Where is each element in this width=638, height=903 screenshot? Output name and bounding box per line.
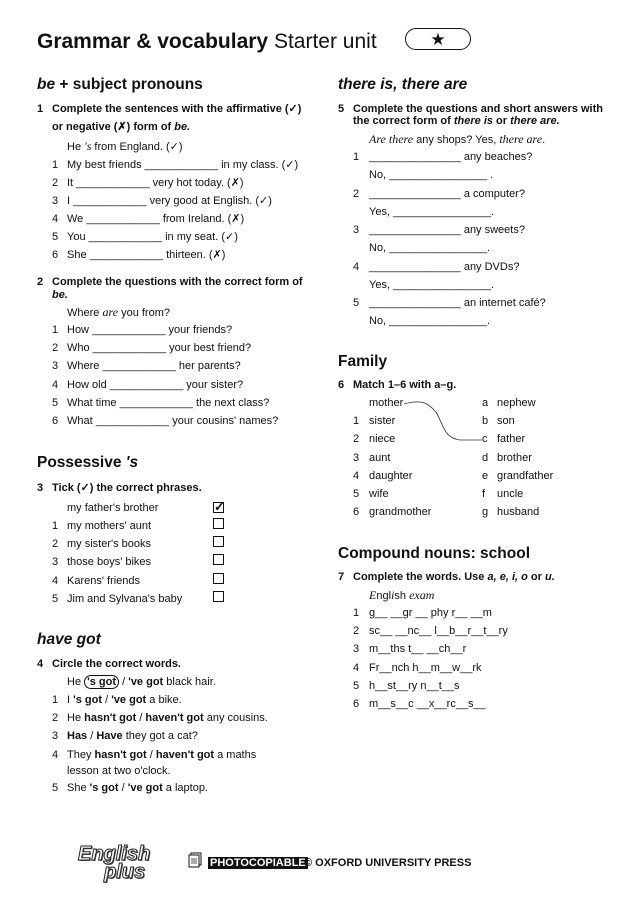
example-sentence [67,306,170,320]
example-words [369,589,434,603]
heading-possessive-text: Possessive [37,454,126,471]
answer-line: Yes, ________________. [369,278,494,291]
phrase-item: those boys' bikes [67,556,152,569]
heading-possessive-s: 's [125,454,139,471]
item-text: He [67,712,85,724]
title-bold: Grammar & vocabulary [37,30,269,53]
tick-box[interactable] [213,518,224,529]
page-title [37,30,377,54]
item-number: 3 [52,730,59,742]
instr-vowels: a, e, i, o [487,571,528,583]
exercise-item: My best friends ____________ in my class. (✓) [67,159,299,171]
exercise-number: 2 [37,276,44,288]
exercise-instruction-line2: be. [52,289,68,301]
exercise-instruction [353,571,555,584]
example-sentence [369,133,545,147]
question-line: _______________ any sweets? [369,224,525,236]
exercise-number: 5 [338,103,345,115]
family-word: mother [369,397,404,409]
option-b[interactable]: 've got [111,694,147,706]
family-match-word: father [497,433,526,446]
exercise-number: 6 [338,379,345,391]
section-heading-possessive [37,454,138,472]
publisher-credit: © OXFORD UNIVERSITY PRESS [304,857,472,869]
phrase-item: my mothers' aunt [67,520,152,532]
phrase-item: Jim and Sylvana's baby [67,592,183,605]
tick-box[interactable] [213,573,224,584]
exercise-instruction: Match 1–6 with a–g. [353,379,457,391]
family-word: daughter [369,469,413,482]
photocopiable-badge: PHOTOCOPIABLE [210,857,306,869]
exercise-instruction: Circle the correct words. [52,658,181,670]
option-letter: d [482,451,489,464]
family-word: grandmother [369,506,432,519]
title-regular: Starter unit [273,30,377,53]
word-puzzle: sc__ __nc__ l__b__r__t__ry [369,625,508,638]
family-match-word: husband [497,506,540,519]
exercise-number: 1 [37,103,44,115]
option-letter: f [482,488,486,500]
item-number: 6 [52,415,59,427]
example-text: He [67,676,85,688]
option-separator: / [87,730,97,742]
match-line [400,398,490,446]
item-text-end: they got a cat? [122,730,198,742]
item-number: 6 [52,249,59,261]
english-plus-logo [78,845,150,881]
item-number: 1 [353,607,360,619]
instr-text: Complete the words. Use [353,571,488,583]
section-heading-have-got: have got [37,631,101,648]
example-sep: / [119,676,129,688]
example-part: sh [394,590,410,602]
item-number: 4 [52,378,59,391]
example-answer: are [102,305,119,319]
exercise-item: What ____________ your cousins' names? [67,415,279,427]
option-letter: a [482,397,489,409]
example-answer-1: Are there [369,132,414,146]
example-part: ex [409,588,420,602]
option-letter: c [482,433,488,446]
family-match-word: nephew [497,397,536,409]
tick-icon: ✓ [214,499,225,514]
family-word: niece [369,433,396,446]
phrase-item: Karens' friends [67,574,141,587]
item-number: 5 [52,231,59,243]
instr-or: or [493,115,511,127]
circle-item [67,749,256,762]
item-text: She [67,782,90,794]
item-number: 1 [353,151,360,163]
exercise-item: How old ____________ your sister? [67,378,244,391]
item-number: 3 [353,224,360,236]
exercise-item: She ____________ thirteen. (✗) [67,249,226,261]
exercise-instruction: Tick (✓) the correct phrases. [52,482,202,494]
example-answer: 's [84,139,92,153]
item-text: I [67,694,74,706]
option-b[interactable]: Have [96,730,123,742]
exercise-item: How ____________ your friends? [67,324,233,336]
logo-line-2: plus [104,861,146,883]
family-match-word: son [497,415,515,428]
option-separator: / [136,712,146,724]
question-line: _______________ any beaches? [369,151,533,163]
item-number: 1 [52,159,59,171]
item-text: They [67,749,95,761]
instr-text: the correct form of [353,115,454,127]
instr-or: or [527,571,545,583]
section-heading-compound-nouns: Compound nouns: school [338,545,531,562]
item-number: 4 [52,213,59,225]
circle-item [67,694,182,707]
option-b[interactable]: haven't got [145,712,204,724]
circle-item [67,730,198,743]
word-puzzle: m__ths t__ __ch__r [369,643,467,656]
option-letter: g [482,506,489,519]
item-number: 5 [52,782,59,794]
item-number: 4 [353,260,360,273]
instr-italic: there is [453,115,493,127]
star-icon: ★ [430,30,446,49]
option-separator: / [118,782,128,794]
option-b[interactable]: 've got [127,782,163,794]
item-number: 3 [353,451,360,464]
example-part: ngl [376,590,392,602]
family-word: wife [369,488,389,500]
option-letter: e [482,469,489,482]
example-sentence [67,140,183,154]
item-number: 2 [52,342,59,355]
section-heading-there-is: there is, there are [338,76,468,93]
instr-italic: be. [174,121,191,133]
phrase-item: my sister's books [67,538,152,551]
option-b[interactable]: haven't got [155,749,215,761]
example-letter: i [391,588,395,602]
example-letter: a [419,588,426,602]
example-part: m [425,588,435,602]
item-number: 3 [52,360,59,373]
answer-line: No, ________________. [369,242,491,254]
word-puzzle: h__st__ry n__t__s [369,679,460,692]
circled-answer: 's got [84,675,119,689]
option-a[interactable]: 's got [89,782,119,794]
instr-vowel-u: u. [544,571,555,583]
exercise-item: It ____________ very hot today. (✗) [67,177,244,189]
example-sentence [67,676,216,689]
option-a[interactable]: Has [67,730,88,742]
item-number: 1 [353,415,360,428]
exercise-number: 3 [37,482,44,494]
answer-line: No, ________________ . [369,169,494,181]
item-number: 5 [52,592,59,605]
item-text-end: any cousins. [203,712,268,724]
exercise-item: We ____________ from Ireland. (✗) [67,213,245,225]
word-puzzle: Fr__nch h__m__w__rk [369,661,482,674]
item-number: 5 [353,297,360,309]
exercise-number: 7 [338,571,345,583]
example-text: Where [67,307,103,319]
item-number: 3 [52,195,59,207]
exercise-item: What time ____________ the next class? [67,396,270,409]
tick-box[interactable] [213,536,224,547]
instr-italic-2: there are. [510,115,560,127]
family-word: sister [369,415,396,428]
exercise-instruction: Complete the sentences with the affirmative (✓) [52,103,302,115]
instr-text: or negative (✗) form of [52,121,175,133]
exercise-item: I ____________ very good at English. (✓) [67,195,272,207]
option-letter: b [482,415,489,428]
item-number: 5 [52,396,59,409]
example-text-end: . [542,134,546,146]
item-number: 4 [52,574,59,587]
answer-line: Yes, ________________. [369,205,494,218]
item-number: 2 [353,625,360,638]
option-a[interactable]: 's got [73,694,103,706]
item-number: 6 [353,506,360,519]
item-number: 1 [52,694,59,706]
family-match-word: brother [497,451,532,464]
item-number: 3 [353,643,360,656]
star-level-badge [405,28,471,50]
exercise-instruction-line2 [353,115,560,128]
item-number: 3 [52,556,59,569]
exercise-item: Who ____________ your best friend? [67,342,252,355]
item-number: 4 [52,749,59,761]
option-separator: / [102,694,112,706]
exercise-instruction-line2 [52,121,190,134]
item-number: 2 [353,187,360,200]
example-phrase: my father's brother [67,502,159,514]
exercise-instruction: Complete the questions with the correct form of [52,276,303,288]
example-text: He [67,141,85,153]
item-number: 5 [353,679,360,692]
section-heading-be [37,76,203,94]
exercise-item: You ____________ in my seat. (✓) [67,231,238,243]
item-number: 5 [353,488,360,500]
circle-item [67,712,268,725]
family-match-word: grandfather [497,469,554,482]
example-letter: E [369,588,377,602]
item-number: 2 [52,177,59,189]
item-number: 2 [52,538,59,551]
family-word: aunt [369,451,391,464]
question-line: _______________ a computer? [369,187,525,200]
photocopy-icon [188,852,202,868]
item-number: 2 [353,433,360,446]
item-text-end: a laptop. [162,782,208,794]
item-number: 4 [353,661,360,674]
item-number: 2 [52,712,59,724]
circle-item [67,782,208,795]
logo-line-1: English [78,843,151,865]
example-text-end: black hair. [163,676,216,688]
example-text-end: you from? [118,307,170,319]
item-text-end: a bike. [146,694,182,706]
item-number: 1 [52,324,59,336]
exercise-instruction: Complete the questions and short answers with [353,103,603,115]
question-line: _______________ any DVDs? [369,260,520,273]
tick-box[interactable] [213,554,224,565]
example-option: 've got [128,676,164,688]
family-match-word: uncle [497,488,524,500]
heading-be-rest: + subject pronouns [55,76,203,93]
option-a[interactable]: hasn't got [94,749,147,761]
item-number: 1 [52,520,59,532]
item-number: 6 [353,698,360,710]
word-puzzle: m__s__c __x__rc__s__ [369,698,486,710]
example-text-end: from England. (✓) [91,141,183,153]
question-line: _______________ an internet café? [369,297,546,309]
tick-box-example[interactable] [213,499,225,514]
item-text-end: a maths [214,749,257,761]
word-puzzle: g__ __gr __ phy r__ __m [369,607,492,619]
option-separator: / [146,749,156,761]
section-heading-family: Family [338,353,388,370]
item-number: 4 [353,469,360,482]
answer-line: No, ________________. [369,315,491,327]
example-text: any shops? Yes, [413,134,500,146]
example-answer-2: there are [499,132,543,146]
exercise-item: Where ____________ her parents? [67,360,241,373]
option-a[interactable]: hasn't got [84,712,137,724]
heading-be-italic: be [37,76,56,93]
tick-box[interactable] [213,591,224,602]
exercise-number: 4 [37,658,44,670]
item-4-continuation: lesson at two o'clock. [67,765,171,777]
